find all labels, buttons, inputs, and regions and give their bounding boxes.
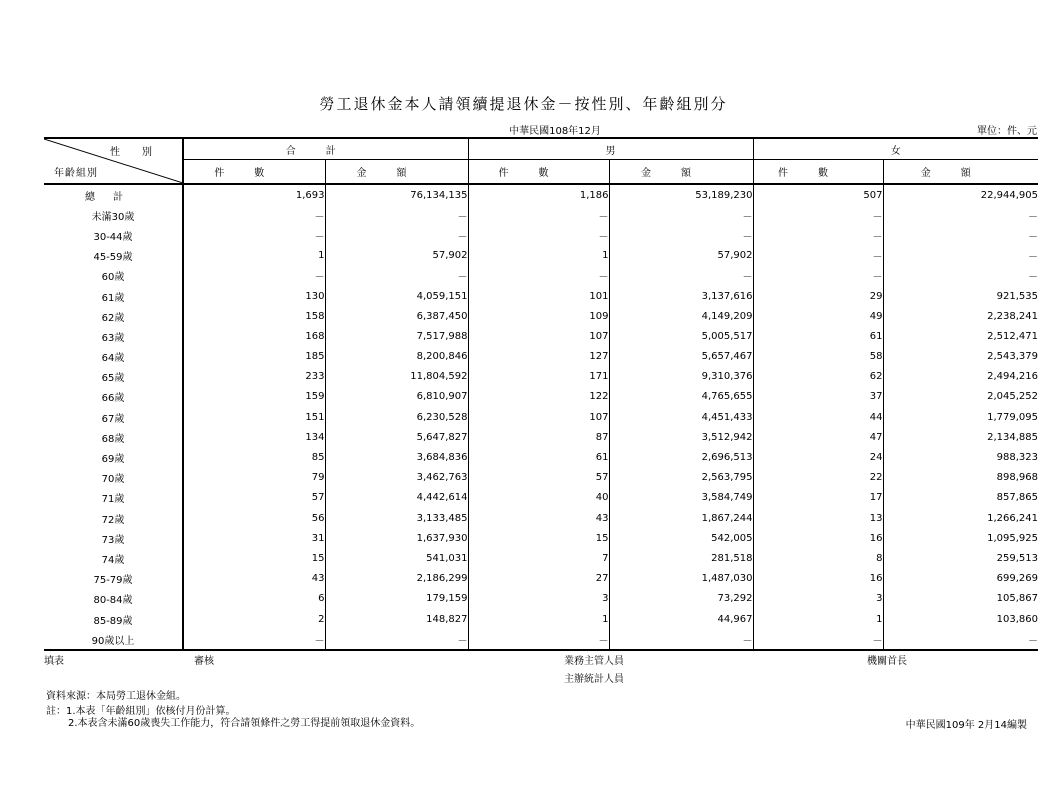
cell-total-count: 85 bbox=[183, 447, 325, 467]
sex-header-label: 性別 bbox=[110, 147, 174, 158]
cell-male-amount: 3,512,942 bbox=[609, 427, 753, 447]
cell-male-count: 1 bbox=[468, 246, 609, 266]
cell-female-count: 58 bbox=[753, 347, 883, 367]
cell-female-amount: 2,543,379 bbox=[987, 351, 1038, 363]
table-row bbox=[44, 528, 1038, 548]
col-header-female-amount: 金額 bbox=[883, 160, 1038, 184]
cell-total-count: 134 bbox=[183, 427, 325, 447]
cell-female-amount: 1,095,925 bbox=[987, 532, 1038, 544]
cell-male-count: 1,186 bbox=[468, 184, 609, 205]
cell-female-count: 1 bbox=[753, 609, 883, 629]
cell-male-count: － bbox=[468, 205, 609, 225]
cell-total-count: － bbox=[183, 266, 325, 286]
cell-male-amount: 3,584,749 bbox=[609, 488, 753, 508]
row-label: 70歲 bbox=[44, 468, 183, 488]
cell-total-amount: 8,200,846 bbox=[325, 347, 468, 367]
cell-male-amount: － bbox=[609, 205, 753, 225]
cell-male-amount: 1,867,244 bbox=[609, 508, 753, 528]
cell-female-amount: 921,535 bbox=[996, 290, 1038, 302]
cell-male-amount: 44,967 bbox=[609, 609, 753, 629]
cell-total-count: 56 bbox=[183, 508, 325, 528]
cell-male-count: 1 bbox=[468, 609, 609, 629]
cell-male-amount: 2,696,513 bbox=[609, 447, 753, 467]
cell-male-amount: 73,292 bbox=[609, 589, 753, 609]
cell-female-amount: － bbox=[1028, 272, 1038, 284]
table-row bbox=[44, 508, 1038, 528]
cell-total-amount: 76,134,135 bbox=[325, 184, 468, 205]
row-label: 71歲 bbox=[44, 488, 183, 508]
cell-female-amount: 1,266,241 bbox=[987, 512, 1038, 524]
cell-female-count: 3 bbox=[753, 589, 883, 609]
cell-female-count: － bbox=[753, 205, 883, 225]
cell-female-count: 47 bbox=[753, 427, 883, 447]
col-header-total-amount: 金額 bbox=[325, 160, 468, 184]
group-header-total: 合計 bbox=[183, 138, 468, 160]
cell-total-amount: 5,647,827 bbox=[325, 427, 468, 447]
cell-female-count: 29 bbox=[753, 286, 883, 306]
cell-total-amount: 4,059,151 bbox=[325, 286, 468, 306]
note-1: 註：1.本表「年齡組別」依核付月份計算。 bbox=[46, 706, 236, 717]
row-label: 75-79歲 bbox=[44, 569, 183, 589]
cell-female-amount: － bbox=[1028, 211, 1038, 223]
cell-female-amount: 898,968 bbox=[996, 472, 1038, 484]
reviewer-label: 審核 bbox=[194, 656, 214, 667]
unit-label: 單位：件、元 bbox=[977, 126, 1037, 137]
cell-total-count: 79 bbox=[183, 468, 325, 488]
row-label: 90歲以上 bbox=[44, 629, 183, 650]
cell-total-amount: 6,810,907 bbox=[325, 387, 468, 407]
data-source-note: 資料來源：本局勞工退休金組。 bbox=[46, 691, 186, 702]
cell-total-count: 1 bbox=[183, 246, 325, 266]
cell-female-count: 44 bbox=[753, 407, 883, 427]
note-2: 2.本表含未滿60歲喪失工作能力，符合請領條件之勞工得提前領取退休金資料。 bbox=[68, 718, 421, 729]
cell-total-count: 158 bbox=[183, 306, 325, 326]
cell-male-count: 57 bbox=[468, 468, 609, 488]
cell-female-amount: 103,860 bbox=[996, 613, 1038, 625]
col-header-female-count: 件數 bbox=[753, 160, 883, 184]
cell-male-amount: 57,902 bbox=[609, 246, 753, 266]
filler-label: 填表 bbox=[44, 656, 64, 667]
cell-female-count: 16 bbox=[753, 569, 883, 589]
row-label: 30-44歲 bbox=[44, 225, 183, 245]
cell-female-amount: 2,134,885 bbox=[987, 431, 1038, 443]
cell-male-amount: 4,451,433 bbox=[609, 407, 753, 427]
cell-total-amount: 3,684,836 bbox=[325, 447, 468, 467]
cell-total-count: － bbox=[183, 629, 325, 650]
cell-total-count: － bbox=[183, 225, 325, 245]
cell-total-amount: － bbox=[325, 225, 468, 245]
cell-female-amount: 2,512,471 bbox=[987, 330, 1038, 342]
cell-female-count: 17 bbox=[753, 488, 883, 508]
cell-total-amount: 6,387,450 bbox=[325, 306, 468, 326]
table-row bbox=[44, 468, 1038, 488]
table-row bbox=[44, 548, 1038, 568]
table-row bbox=[44, 326, 1038, 346]
cell-total-count: 43 bbox=[183, 569, 325, 589]
row-label: 63歲 bbox=[44, 326, 183, 346]
cell-male-count: 15 bbox=[468, 528, 609, 548]
cell-total-amount: 541,031 bbox=[325, 548, 468, 568]
row-label: 67歲 bbox=[44, 407, 183, 427]
cell-total-count: 15 bbox=[183, 548, 325, 568]
table-row bbox=[44, 569, 1038, 589]
cell-female-count: － bbox=[753, 629, 883, 650]
cell-total-amount: 148,827 bbox=[325, 609, 468, 629]
statistics-table bbox=[44, 137, 1038, 651]
cell-male-amount: 2,563,795 bbox=[609, 468, 753, 488]
compiled-date: 中華民國109年 2月14編製 bbox=[905, 720, 1027, 731]
row-label: 61歲 bbox=[44, 286, 183, 306]
cell-female-count: 507 bbox=[753, 184, 883, 205]
cell-male-count: 171 bbox=[468, 367, 609, 387]
cell-male-amount: 53,189,230 bbox=[609, 184, 753, 205]
cell-male-amount: － bbox=[609, 629, 753, 650]
cell-total-count: 1,693 bbox=[183, 184, 325, 205]
cell-male-amount: 542,005 bbox=[609, 528, 753, 548]
cell-total-count: 151 bbox=[183, 407, 325, 427]
cell-female-amount: 699,269 bbox=[996, 573, 1038, 585]
row-label: 總計 bbox=[44, 184, 183, 205]
cell-female-count: 8 bbox=[753, 548, 883, 568]
cell-male-amount: 9,310,376 bbox=[609, 367, 753, 387]
cell-male-count: 3 bbox=[468, 589, 609, 609]
cell-male-count: 127 bbox=[468, 347, 609, 367]
cell-total-amount: － bbox=[325, 629, 468, 650]
table-row bbox=[44, 246, 1038, 266]
cell-male-count: 107 bbox=[468, 326, 609, 346]
cell-male-count: － bbox=[468, 629, 609, 650]
cell-total-amount: 7,517,988 bbox=[325, 326, 468, 346]
cell-female-amount: 2,494,216 bbox=[987, 371, 1038, 383]
row-label: 74歲 bbox=[44, 548, 183, 568]
table-row bbox=[44, 286, 1038, 306]
cell-total-count: 159 bbox=[183, 387, 325, 407]
cell-total-amount: 11,804,592 bbox=[325, 367, 468, 387]
stats-supervisor-label: 主辦統計人員 bbox=[564, 674, 624, 685]
cell-male-count: 101 bbox=[468, 286, 609, 306]
cell-male-count: 122 bbox=[468, 387, 609, 407]
row-label: 73歲 bbox=[44, 528, 183, 548]
row-label: 未滿30歲 bbox=[44, 205, 183, 225]
table-row bbox=[44, 205, 1038, 225]
cell-total-amount: 179,159 bbox=[325, 589, 468, 609]
row-label: 62歲 bbox=[44, 306, 183, 326]
row-label: 85-89歲 bbox=[44, 609, 183, 629]
agency-head-label: 機關首長 bbox=[867, 656, 907, 667]
cell-total-count: 2 bbox=[183, 609, 325, 629]
cell-male-amount: 5,657,467 bbox=[609, 347, 753, 367]
group-header-female: 女 bbox=[753, 138, 1038, 160]
cell-total-count: 168 bbox=[183, 326, 325, 346]
cell-female-count: 62 bbox=[753, 367, 883, 387]
cell-male-count: － bbox=[468, 266, 609, 286]
cell-total-amount: 3,133,485 bbox=[325, 508, 468, 528]
cell-male-count: 7 bbox=[468, 548, 609, 568]
supervisor-label: 業務主管人員 bbox=[564, 656, 624, 667]
cell-total-amount: 2,186,299 bbox=[325, 569, 468, 589]
col-header-total-count: 件數 bbox=[183, 160, 325, 184]
table-row bbox=[44, 629, 1038, 650]
cell-female-count: 49 bbox=[753, 306, 883, 326]
cell-total-count: 185 bbox=[183, 347, 325, 367]
cell-male-amount: － bbox=[609, 266, 753, 286]
table-row bbox=[44, 367, 1038, 387]
cell-female-amount: － bbox=[883, 629, 1038, 650]
cell-male-amount: 1,487,030 bbox=[609, 569, 753, 589]
cell-female-count: 22 bbox=[753, 468, 883, 488]
cell-male-count: 109 bbox=[468, 306, 609, 326]
cell-total-count: 6 bbox=[183, 589, 325, 609]
row-label: 45-59歲 bbox=[44, 246, 183, 266]
report-title: 勞工退休金本人請領續提退休金－按性別、年齡組別分 bbox=[319, 95, 728, 113]
cell-female-count: － bbox=[753, 246, 883, 266]
row-label: 60歲 bbox=[44, 266, 183, 286]
report-date: 中華民國108年12月 bbox=[509, 126, 601, 137]
cell-male-count: 61 bbox=[468, 447, 609, 467]
cell-female-count: － bbox=[753, 266, 883, 286]
cell-female-amount: 857,865 bbox=[996, 492, 1038, 504]
cell-male-amount: 281,518 bbox=[609, 548, 753, 568]
table-row bbox=[44, 266, 1038, 286]
cell-male-count: 40 bbox=[468, 488, 609, 508]
group-header-male: 男 bbox=[468, 138, 753, 160]
col-header-male-count: 件數 bbox=[468, 160, 609, 184]
cell-female-amount: 22,944,905 bbox=[980, 189, 1038, 201]
cell-female-amount: － bbox=[1028, 231, 1038, 243]
cell-female-amount: 2,238,241 bbox=[987, 310, 1038, 322]
cell-male-count: 43 bbox=[468, 508, 609, 528]
cell-female-count: 13 bbox=[753, 508, 883, 528]
table-row bbox=[44, 387, 1038, 407]
cell-female-count: 24 bbox=[753, 447, 883, 467]
cell-total-count: 31 bbox=[183, 528, 325, 548]
table-row bbox=[44, 447, 1038, 467]
cell-female-amount: － bbox=[1028, 252, 1038, 264]
table-row bbox=[44, 184, 1038, 205]
cell-female-amount: 1,779,095 bbox=[987, 411, 1038, 423]
cell-female-amount: 2,045,252 bbox=[987, 391, 1038, 403]
table-row bbox=[44, 488, 1038, 508]
cell-total-amount: 6,230,528 bbox=[325, 407, 468, 427]
age-group-header-label: 年齡組別 bbox=[54, 168, 98, 179]
cell-male-amount: 3,137,616 bbox=[609, 286, 753, 306]
cell-male-amount: 4,765,655 bbox=[609, 387, 753, 407]
table-row bbox=[44, 407, 1038, 427]
cell-total-count: 130 bbox=[183, 286, 325, 306]
cell-female-amount: 259,513 bbox=[996, 552, 1038, 564]
cell-total-amount: 3,462,763 bbox=[325, 468, 468, 488]
col-header-male-amount: 金額 bbox=[609, 160, 753, 184]
table-row bbox=[44, 225, 1038, 245]
cell-male-count: 27 bbox=[468, 569, 609, 589]
row-label: 66歲 bbox=[44, 387, 183, 407]
cell-female-count: 61 bbox=[753, 326, 883, 346]
cell-male-amount: － bbox=[609, 225, 753, 245]
row-label: 80-84歲 bbox=[44, 589, 183, 609]
cell-male-amount: 4,149,209 bbox=[609, 306, 753, 326]
row-label: 64歲 bbox=[44, 347, 183, 367]
cell-total-count: － bbox=[183, 205, 325, 225]
cell-female-count: 16 bbox=[753, 528, 883, 548]
cell-total-amount: 1,637,930 bbox=[325, 528, 468, 548]
table-row bbox=[44, 589, 1038, 609]
cell-female-amount: 988,323 bbox=[996, 452, 1038, 464]
cell-total-count: 233 bbox=[183, 367, 325, 387]
table-row bbox=[44, 306, 1038, 326]
cell-female-amount: 105,867 bbox=[996, 593, 1038, 605]
cell-total-amount: 57,902 bbox=[325, 246, 468, 266]
cell-male-count: － bbox=[468, 225, 609, 245]
cell-total-amount: 4,442,614 bbox=[325, 488, 468, 508]
table-row bbox=[44, 609, 1038, 629]
cell-male-amount: 5,005,517 bbox=[609, 326, 753, 346]
cell-male-count: 107 bbox=[468, 407, 609, 427]
table-row bbox=[44, 347, 1038, 367]
row-label: 65歲 bbox=[44, 367, 183, 387]
cell-female-count: － bbox=[753, 225, 883, 245]
cell-total-amount: － bbox=[325, 266, 468, 286]
corner-header-cell bbox=[44, 138, 183, 184]
cell-total-amount: － bbox=[325, 205, 468, 225]
cell-female-count: 37 bbox=[753, 387, 883, 407]
row-label: 68歲 bbox=[44, 427, 183, 447]
table-row bbox=[44, 427, 1038, 447]
row-label: 69歲 bbox=[44, 447, 183, 467]
cell-total-count: 57 bbox=[183, 488, 325, 508]
row-label: 72歲 bbox=[44, 508, 183, 528]
cell-male-count: 87 bbox=[468, 427, 609, 447]
